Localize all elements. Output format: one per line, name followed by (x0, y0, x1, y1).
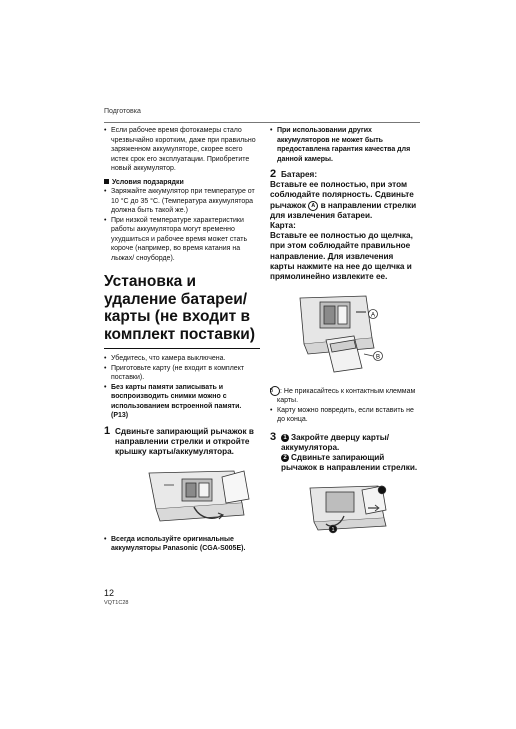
list-item: • Если рабочее время фотокамеры стало чрезвычайно коротким, даже при правильно заряженном аккумуляторе, скорее всего истек срок его эксплуатации. Приобретите новый аккумулятор. (104, 126, 260, 174)
step-text: Сдвиньте запирающий рычажок в направлении стрелки. (281, 453, 418, 473)
step-text: Закройте дверцу карты/ аккумулятора. (281, 432, 390, 452)
step-number: 3 (270, 430, 277, 443)
figure-callout-a: A (370, 312, 376, 319)
document-code: VQT1C28 (104, 600, 129, 606)
section-label: Подготовка (104, 108, 141, 115)
list-item: • Заряжайте аккумулятор при температуре от 10 °C до 35 °C. (Температура аккумулятора должна быть такой же.) (104, 187, 260, 216)
battery-text: Сдвиньте рычажок (270, 190, 414, 210)
list-item: • Убедитесь, что камера выключена. (104, 354, 260, 364)
square-bullet-icon (104, 179, 109, 184)
card-text: Вставьте ее полностью до щелчка, при этом соблюдайте правильное направление. Для извлечения карты нажмите на нее до щелчка и прямолинейно извлеките ее. (270, 231, 413, 282)
callout-a-icon: A (308, 201, 318, 211)
battery-heading: Батарея: (281, 170, 318, 179)
header-rule (104, 122, 420, 123)
step-number: 1 (104, 424, 111, 437)
step-number: 2 (270, 168, 277, 180)
charge-conditions-heading: Условия подзарядки (104, 178, 260, 188)
callout-b-icon: B (270, 386, 280, 396)
list-item: • Всегда используйте оригинальные аккумуляторы Panasonic (CGA-S005E). (104, 535, 260, 554)
section-title: Установка и удаление батареи/ карты (не входит в комплект поставки) (104, 273, 260, 349)
figure-callout-b: B (375, 354, 381, 361)
insert-battery-card-illustration (270, 288, 420, 382)
battery-text: Вставьте ее полностью, при этом соблюдайте полярность. (270, 180, 408, 200)
card-heading: Карта: (270, 221, 296, 231)
list-item: • Карту можно повредить, если вставить не до конца. (270, 406, 420, 425)
figure-callout-1: 1 (331, 526, 335, 533)
step-text: Сдвиньте запирающий рычажок в направлении стрелки и откройте крышку карты/аккумулятора. (115, 426, 254, 456)
right-column (270, 126, 420, 543)
close-door-illustration (270, 480, 420, 540)
step-1 (104, 424, 260, 458)
list-item: • При использовании других аккумуляторов не может быть предоставлена гарантия качества для данной камеры. (270, 126, 420, 164)
circled-number-icon: 1 (281, 434, 289, 442)
b-note: B : Не прикасайтесь к контактным клеммам карты. (269, 387, 416, 405)
list-item: • Без карты памяти записывать и воспроизводить снимки можно с использованием встроенной памяти. (P13) (104, 383, 260, 421)
list-item: • При низкой температуре характеристики работы аккумулятора могут временно ухудшиться и рабочее время может стать короче (например, во время катания на лыжах/ сноуборде). (104, 216, 260, 264)
step-3 (270, 430, 420, 474)
battery-text: в направлении стрелки для извлечения батареи. (270, 200, 417, 220)
list-item: • Приготовьте карту (не входит в комплект поставки). (104, 364, 260, 383)
step-2-body (270, 180, 420, 282)
page-number: 12 (104, 588, 115, 598)
open-door-illustration (104, 463, 260, 531)
left-column (104, 126, 260, 554)
step-2 (270, 170, 420, 180)
circled-number-icon: 2 (281, 454, 289, 462)
